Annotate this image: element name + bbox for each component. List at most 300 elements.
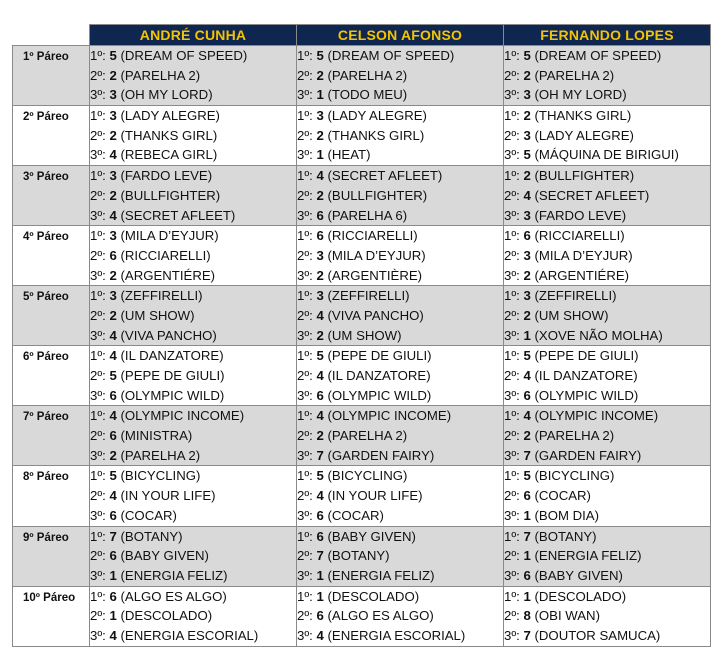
pick-position: 1º: [504,528,520,544]
horse-name: (ZEFFIRELLI) [327,288,410,304]
horse-number: 5 [109,468,117,484]
pick-position: 2º: [504,247,520,263]
pick-line [90,446,296,466]
pick-line [504,626,710,646]
race-row [13,466,711,526]
race-row [13,46,711,106]
horse-number: 1 [109,608,117,624]
horse-number: 1 [316,588,324,604]
race-label: 10º Páreo [13,586,90,646]
horse-name: (RICCIARELLI) [534,228,625,244]
pick-position: 1º: [504,228,520,244]
pick-position: 3º: [297,627,313,643]
pick-line [297,466,503,486]
horse-number: 3 [109,87,117,103]
pick-position: 3º: [90,567,106,583]
horse-name: (BABY GIVEN) [327,528,416,544]
horse-number: 3 [523,247,531,263]
horse-number: 7 [523,627,531,643]
pick-cell [90,406,297,466]
pick-position: 3º: [297,87,313,103]
pick-cell [297,466,504,526]
pick-line [297,326,503,346]
race-row [13,106,711,166]
horse-number: 4 [109,348,117,364]
pick-position: 1º: [504,468,520,484]
pick-position: 3º: [504,387,520,403]
horse-name: (ENERGIA FELIZ) [534,548,642,564]
analyst-header: FERNANDO LOPES [504,25,711,46]
pick-cell [90,586,297,646]
pick-line [504,527,710,547]
pick-line [297,506,503,526]
horse-number: 3 [316,108,324,124]
horse-name: (DESCOLADO) [120,608,213,624]
race-row [13,226,711,286]
horse-number: 2 [316,67,324,83]
horse-number: 4 [109,408,117,424]
pick-line [297,446,503,466]
pick-position: 3º: [90,327,106,343]
horse-name: (RICCIARELLI) [120,247,211,263]
horse-number: 1 [523,327,531,343]
pick-position: 3º: [504,147,520,163]
horse-name: (UM SHOW) [534,307,609,323]
horse-name: (DREAM OF SPEED) [120,48,248,63]
horse-name: (PARELHA 2) [120,67,201,83]
pick-position: 2º: [90,368,106,383]
horse-number: 4 [109,627,117,643]
pick-line [297,306,503,326]
horse-number: 2 [316,428,324,444]
pick-position: 1º: [504,288,520,304]
pick-cell [90,286,297,346]
pick-position: 3º: [297,327,313,343]
pick-position: 1º: [297,468,313,484]
pick-position: 2º: [504,307,520,323]
pick-position: 2º: [504,127,520,143]
horse-number: 6 [109,507,117,523]
pick-cell [504,106,711,166]
pick-line [504,566,710,586]
race-row [13,406,711,466]
pick-cell [504,286,711,346]
pick-position: 3º: [90,267,106,283]
horse-name: (BICYCLING) [327,468,408,484]
pick-cell [90,46,297,106]
pick-position: 1º: [297,108,313,124]
horse-name: (BOTANY) [327,548,390,564]
horse-name: (PARELHA 2) [120,447,201,463]
horse-name: (MILA D’EYJUR) [327,247,426,263]
pick-cell [504,166,711,226]
horse-name: (OLYMPIC WILD) [534,387,639,403]
pick-line [297,266,503,286]
horse-name: (OH MY LORD) [120,87,213,103]
pick-line [297,566,503,586]
horse-name: (OLYMPIC INCOME) [327,408,452,424]
pick-line [90,286,296,306]
pick-cell [504,226,711,286]
pick-position: 1º: [90,408,106,424]
pick-position: 1º: [504,348,520,364]
pick-position: 2º: [504,548,520,564]
horse-number: 2 [316,187,324,203]
horse-name: (THANKS GIRL) [327,127,425,143]
horse-name: (BOTANY) [120,528,183,544]
horse-number: 2 [316,267,324,283]
horse-name: (ARGENTIÈRE) [327,267,423,283]
pick-position: 2º: [297,307,313,323]
horse-name: (DESCOLADO) [327,588,420,604]
pick-position: 1º: [504,588,520,604]
race-row [13,166,711,226]
horse-name: (LADY ALEGRE) [327,108,427,124]
pick-line [297,527,503,547]
horse-number: 2 [523,67,531,83]
pick-line [90,166,296,186]
pick-position: 2º: [504,67,520,83]
pick-position: 1º: [90,348,106,364]
pick-line [504,226,710,246]
pick-position: 1º: [504,408,520,424]
pick-line [297,606,503,626]
horse-name: (PARELHA 2) [534,67,615,83]
race-row [13,586,711,646]
pick-line [504,486,710,506]
horse-name: (BOTANY) [534,528,597,544]
pick-line [504,126,710,146]
race-label: 4º Páreo [13,226,90,286]
horse-name: (PARELHA 6) [327,207,408,223]
horse-name: (RICCIARELLI) [327,228,418,244]
horse-name: (BOM DIA) [534,507,599,523]
pick-position: 2º: [90,67,106,83]
pick-line [504,85,710,105]
horse-number: 2 [523,307,531,323]
pick-line [297,546,503,566]
horse-number: 5 [109,368,117,383]
pick-line [90,85,296,105]
horse-name: (DOUTOR SAMUCA) [534,627,661,643]
pick-line [504,386,710,406]
pick-position: 3º: [297,507,313,523]
pick-position: 3º: [504,507,520,523]
pick-position: 2º: [90,187,106,203]
pick-position: 3º: [297,447,313,463]
horse-number: 2 [523,168,531,184]
horse-name: (BICYCLING) [534,468,615,484]
race-label: 6º Páreo [13,346,90,406]
pick-cell [297,226,504,286]
horse-number: 2 [316,327,324,343]
pick-line [90,626,296,646]
horse-name: (BULLFIGHTER) [120,187,221,203]
horse-number: 7 [109,528,117,544]
pick-line [90,106,296,126]
pick-cell [297,346,504,406]
pick-line [297,145,503,165]
horse-name: (ALGO ES ALGO) [327,608,434,624]
pick-line [90,186,296,206]
pick-line [504,145,710,165]
horse-number: 5 [523,468,531,484]
pick-position: 3º: [90,87,106,103]
pick-line [297,126,503,146]
horse-name: (MILA D’EYJUR) [120,228,219,244]
horse-name: (GARDEN FAIRY) [327,447,435,463]
horse-name: (LADY ALEGRE) [534,127,634,143]
pick-line [297,246,503,266]
horse-number: 6 [109,548,117,564]
horse-number: 5 [109,48,117,63]
race-row [13,346,711,406]
pick-position: 2º: [297,247,313,263]
race-row [13,286,711,346]
pick-line [504,206,710,226]
horse-name: (IL DANZATORE) [534,368,638,383]
horse-number: 7 [523,447,531,463]
race-label: 3º Páreo [13,166,90,226]
pick-line [90,606,296,626]
horse-name: (IN YOUR LIFE) [120,488,216,504]
horse-name: (IN YOUR LIFE) [327,488,423,504]
horse-name: (DREAM OF SPEED) [327,48,455,63]
pick-line [90,406,296,426]
horse-number: 6 [109,387,117,403]
horse-name: (ENERGIA FELIZ) [120,567,228,583]
pick-cell [297,586,504,646]
pick-cell [297,106,504,166]
horse-name: (ENERGIA ESCORIAL) [120,627,259,643]
horse-name: (BULLFIGHTER) [534,168,635,184]
pick-line [504,606,710,626]
pick-cell [297,286,504,346]
horse-name: (BULLFIGHTER) [327,187,428,203]
pick-line [297,186,503,206]
pick-line [504,466,710,486]
horse-number: 6 [523,228,531,244]
pick-position: 2º: [297,368,313,383]
pick-line [297,626,503,646]
horse-number: 5 [316,468,324,484]
pick-line [90,66,296,86]
horse-number: 2 [523,428,531,444]
horse-name: (SECRET AFLEET) [120,207,236,223]
pick-position: 3º: [504,447,520,463]
horse-number: 3 [523,207,531,223]
race-row [13,526,711,586]
pick-line [90,266,296,286]
horse-number: 5 [316,48,324,63]
pick-position: 3º: [297,147,313,163]
horse-name: (IL DANZATORE) [120,348,224,364]
horse-number: 6 [316,528,324,544]
pick-position: 1º: [90,108,106,124]
horse-name: (ZEFFIRELLI) [120,288,203,304]
pick-position: 3º: [90,207,106,223]
horse-name: (DREAM OF SPEED) [534,48,662,63]
race-rows [13,46,711,647]
pick-line [90,46,296,66]
horse-number: 3 [109,228,117,244]
pick-line [297,66,503,86]
pick-position: 1º: [90,288,106,304]
horse-number: 4 [316,627,324,643]
pick-line [297,346,503,366]
horse-number: 2 [109,307,117,323]
pick-line [297,106,503,126]
pick-line [90,126,296,146]
horse-number: 2 [109,67,117,83]
horse-name: (COCAR) [534,488,591,504]
pick-line [90,246,296,266]
pick-position: 1º: [297,48,313,63]
pick-position: 3º: [90,507,106,523]
pick-line [90,226,296,246]
horse-name: (REBECA GIRL) [120,147,218,163]
horse-name: (PARELHA 2) [534,428,615,444]
pick-line [297,406,503,426]
pick-line [90,466,296,486]
horse-number: 5 [316,348,324,364]
pick-cell [90,106,297,166]
pick-line [504,346,710,366]
picks-table [12,24,711,647]
pick-line [90,587,296,607]
horse-name: (UM SHOW) [120,307,195,323]
pick-line [504,506,710,526]
horse-name: (LADY ALEGRE) [120,108,220,124]
pick-line [504,106,710,126]
horse-name: (PEPE DE GIULI) [327,348,432,364]
pick-position: 1º: [90,468,106,484]
horse-number: 4 [523,368,531,383]
pick-position: 3º: [504,327,520,343]
pick-line [504,46,710,66]
pick-line [297,166,503,186]
pick-line [90,386,296,406]
pick-position: 2º: [297,548,313,564]
horse-number: 1 [316,147,324,163]
pick-line [504,406,710,426]
horse-name: (UM SHOW) [327,327,402,343]
pick-position: 3º: [504,87,520,103]
pick-position: 1º: [504,168,520,184]
pick-position: 2º: [297,608,313,624]
horse-number: 3 [316,247,324,263]
horse-number: 6 [523,567,531,583]
pick-position: 1º: [504,48,520,63]
horse-number: 6 [316,387,324,403]
pick-position: 1º: [297,528,313,544]
pick-position: 3º: [90,147,106,163]
pick-position: 2º: [90,307,106,323]
pick-line [90,206,296,226]
horse-name: (OH MY LORD) [534,87,627,103]
pick-position: 1º: [297,588,313,604]
pick-position: 2º: [504,368,520,383]
horse-number: 2 [109,447,117,463]
pick-position: 2º: [297,488,313,504]
pick-line [90,566,296,586]
horse-name: (OLYMPIC WILD) [327,387,432,403]
horse-name: (VIVA PANCHO) [327,307,424,323]
pick-position: 1º: [297,168,313,184]
pick-line [504,326,710,346]
pick-line [297,386,503,406]
pick-cell [297,46,504,106]
horse-name: (ARGENTIÉRE) [120,267,216,283]
horse-number: 3 [316,288,324,304]
race-label: 5º Páreo [13,286,90,346]
horse-name: (FARDO LEVE) [120,168,213,184]
horse-name: (BABY GIVEN) [534,567,623,583]
pick-line [90,527,296,547]
horse-number: 4 [316,368,324,383]
horse-number: 2 [523,108,531,124]
pick-position: 1º: [297,348,313,364]
pick-position: 1º: [504,108,520,124]
horse-number: 1 [316,87,324,103]
horse-number: 1 [523,588,531,604]
pick-cell [504,46,711,106]
horse-number: 3 [109,288,117,304]
pick-line [90,306,296,326]
pick-line [90,506,296,526]
pick-line [504,306,710,326]
horse-number: 4 [109,207,117,223]
pick-line [297,366,503,386]
pick-line [90,486,296,506]
horse-number: 8 [523,608,531,624]
pick-position: 3º: [297,207,313,223]
horse-number: 7 [316,447,324,463]
horse-number: 3 [109,108,117,124]
pick-line [504,66,710,86]
pick-position: 2º: [90,247,106,263]
race-label: 1º Páreo [13,46,90,106]
horse-number: 5 [523,348,531,364]
horse-name: (ZEFFIRELLI) [534,288,617,304]
pick-position: 2º: [504,488,520,504]
pick-position: 3º: [90,447,106,463]
horse-name: (OLYMPIC INCOME) [120,408,245,424]
pick-cell [90,226,297,286]
pick-cell [90,346,297,406]
horse-number: 6 [316,207,324,223]
pick-line [90,546,296,566]
pick-cell [504,466,711,526]
horse-number: 6 [523,387,531,403]
horse-number: 6 [316,507,324,523]
pick-cell [90,166,297,226]
horse-name: (MÁQUINA DE BIRIGUI) [534,147,679,163]
horse-name: (DESCOLADO) [534,588,627,604]
horse-name: (XOVE NÃO MOLHA) [534,327,663,343]
pick-line [504,266,710,286]
horse-number: 2 [523,267,531,283]
horse-name: (THANKS GIRL) [120,127,218,143]
pick-line [297,587,503,607]
horse-number: 4 [109,147,117,163]
horse-name: (SECRET AFLEET) [534,187,650,203]
pick-position: 3º: [297,567,313,583]
pick-cell [90,466,297,526]
horse-number: 7 [523,528,531,544]
horse-number: 5 [523,48,531,63]
pick-position: 2º: [504,187,520,203]
